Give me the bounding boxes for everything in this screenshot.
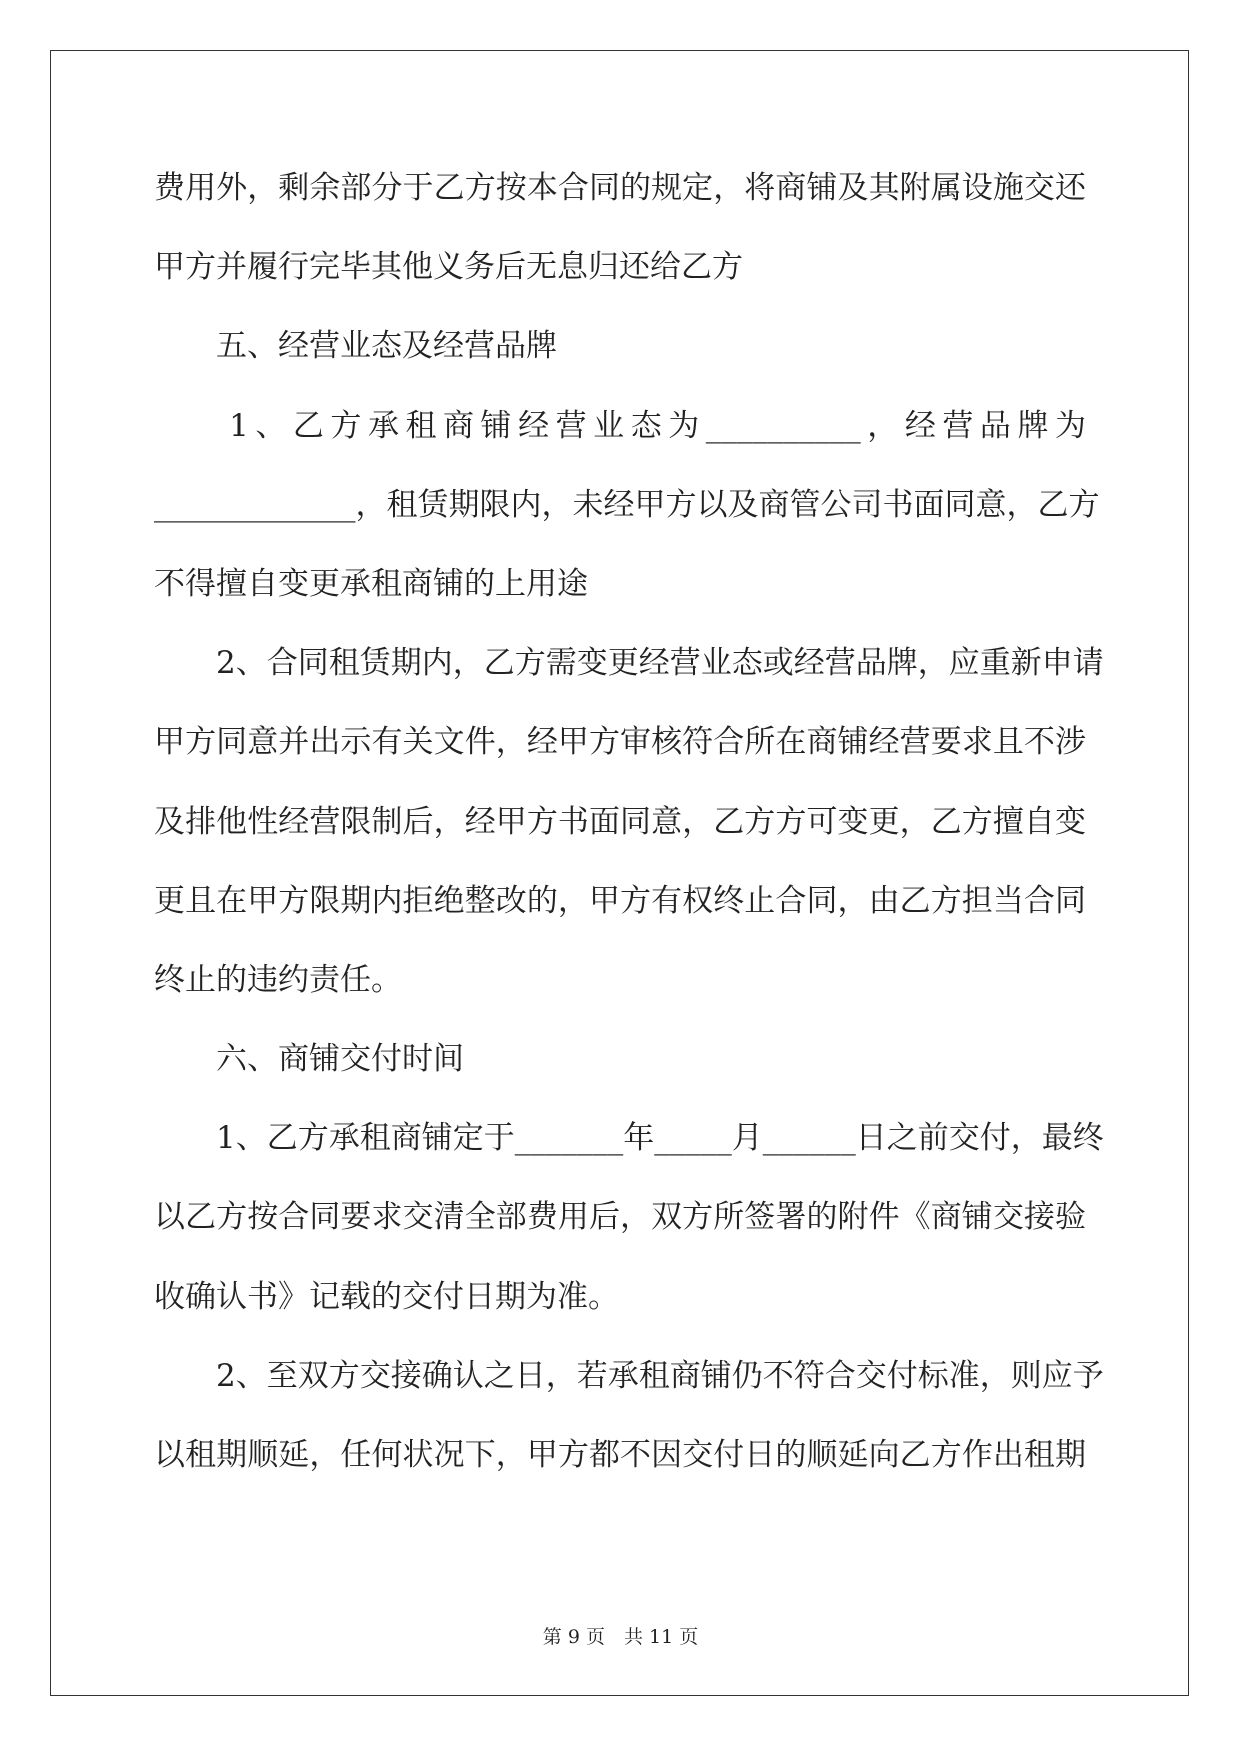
page-number-footer: 第 9 页 共 11 页 xyxy=(542,1626,699,1648)
text-line: 1、乙方承租商铺经营业态为__________，经营品牌为 xyxy=(154,407,1086,444)
text-line: 以租期顺延，任何状况下，甲方都不因交付日的顺延向乙方作出租期 xyxy=(154,1437,1086,1473)
text-line: 以乙方按合同要求交清全部费用后，双方所签署的附件《商铺交接验 xyxy=(154,1199,1086,1236)
text-line: 不得擅自变更承租商铺的上用途 xyxy=(154,565,588,602)
text-line: 终止的违约责任。 xyxy=(154,961,402,998)
text-line: 费用外，剩余部分于乙方按本合同的规定，将商铺及其附属设施交还 xyxy=(154,170,1086,206)
text-line: 2、至双方交接确认之日，若承租商铺仍不符合交付标准，则应予 xyxy=(154,1357,1104,1394)
contract-body xyxy=(154,162,1104,1508)
section-heading: 五、经营业态及经营品牌 xyxy=(154,328,557,365)
text-line: 1、乙方承租商铺定于_______年_____月______日之前交付，最终 xyxy=(154,1120,1104,1157)
section-heading: 六、商铺交付时间 xyxy=(154,1041,464,1078)
text-line: _____________，租赁期限内，未经甲方以及商管公司书面同意，乙方 xyxy=(154,486,1100,523)
text-line: 及排他性经营限制后，经甲方书面同意，乙方方可变更，乙方擅自变 xyxy=(154,803,1086,840)
text-line: 2、合同租赁期内，乙方需变更经营业态或经营品牌，应重新申请 xyxy=(154,645,1104,682)
text-line: 更且在甲方限期内拒绝整改的，甲方有权终止合同，由乙方担当合同 xyxy=(154,882,1086,919)
text-line: 甲方同意并出示有关文件，经甲方审核符合所在商铺经营要求且不涉 xyxy=(154,724,1086,761)
text-line: 甲方并履行完毕其他义务后无息归还给乙方 xyxy=(154,249,743,286)
text-line: 收确认书》记载的交付日期为准。 xyxy=(154,1278,619,1315)
